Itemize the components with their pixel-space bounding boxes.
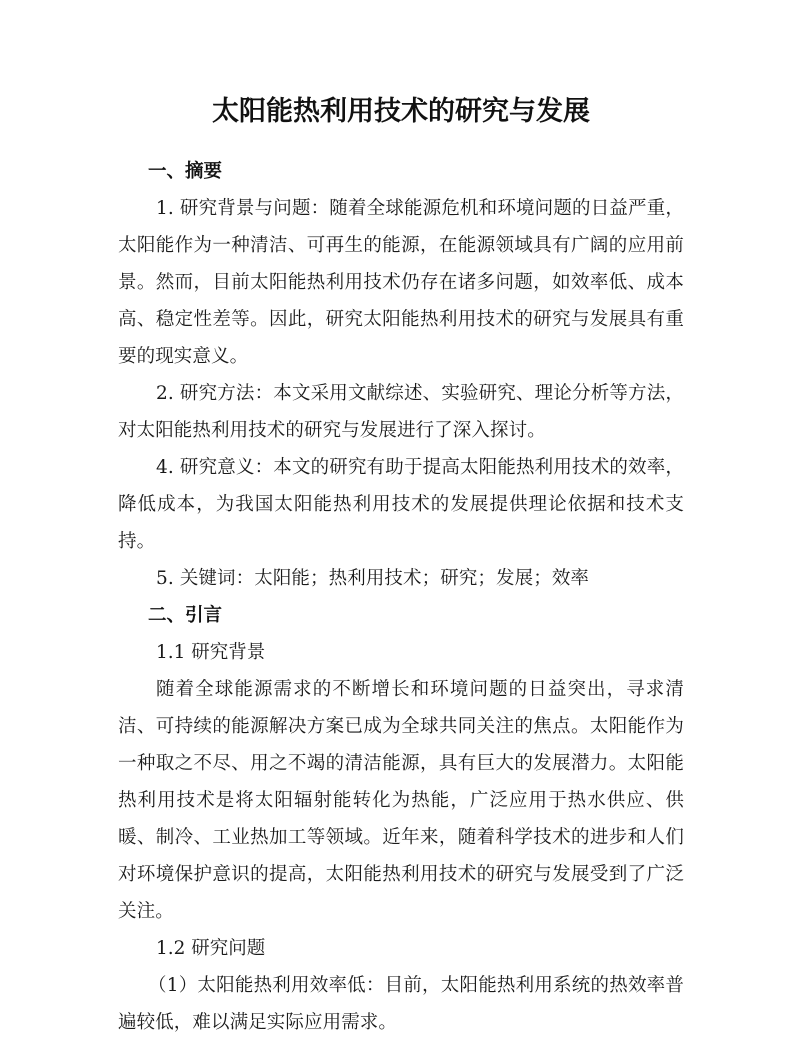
section-heading-abstract: 一、摘要: [148, 161, 223, 182]
abstract-item-significance: 4. 研究意义：本文的研究有助于提高太阳能热利用技术的效率，降低成本，为我国太阳能热利用技术的发展提供理论依据和技术支持。: [118, 457, 684, 552]
abstract-item-keywords: 5. 关键词：太阳能；热利用技术；研究；发展；效率: [156, 568, 590, 589]
problem-item-efficiency: （1）太阳能热利用效率低：目前，太阳能热利用系统的热效率普遍较低，难以满足实际应用需求。: [118, 975, 684, 1033]
abstract-item-method: 2. 研究方法：本文采用文献综述、实验研究、理论分析等方法，对太阳能热利用技术的研究与发展进行了深入探讨。: [118, 383, 684, 441]
subsection-heading-problems: 1.2 研究问题: [156, 938, 266, 959]
subsection-heading-background: 1.1 研究背景: [156, 642, 266, 663]
document-title: 太阳能热利用技术的研究与发展: [212, 96, 590, 127]
abstract-item-background: 1. 研究背景与问题：随着全球能源危机和环境问题的日益严重，太阳能作为一种清洁、可再生的能源，在能源领域具有广阔的应用前景。然而，目前太阳能热利用技术仍存在诸多问题，如效率低、成本高、稳定性差等。因此，研究太阳能热利用技术的研究与发展具有重要的现实意义。: [118, 198, 684, 367]
document-page: [118, 88, 684, 1041]
introduction-background-paragraph: 随着全球能源需求的不断增长和环境问题的日益突出，寻求清洁、可持续的能源解决方案已成为全球共同关注的焦点。太阳能作为一种取之不尽、用之不竭的清洁能源，具有巨大的发展潜力。太阳能热利用技术是将太阳辐射能转化为热能，广泛应用于热水供应、供暖、制冷、工业热加工等领域。近年来，随着科学技术的进步和人们对环境保护意识的提高，太阳能热利用技术的研究与发展受到了广泛关注。: [118, 679, 684, 922]
section-heading-introduction: 二、引言: [148, 605, 223, 626]
